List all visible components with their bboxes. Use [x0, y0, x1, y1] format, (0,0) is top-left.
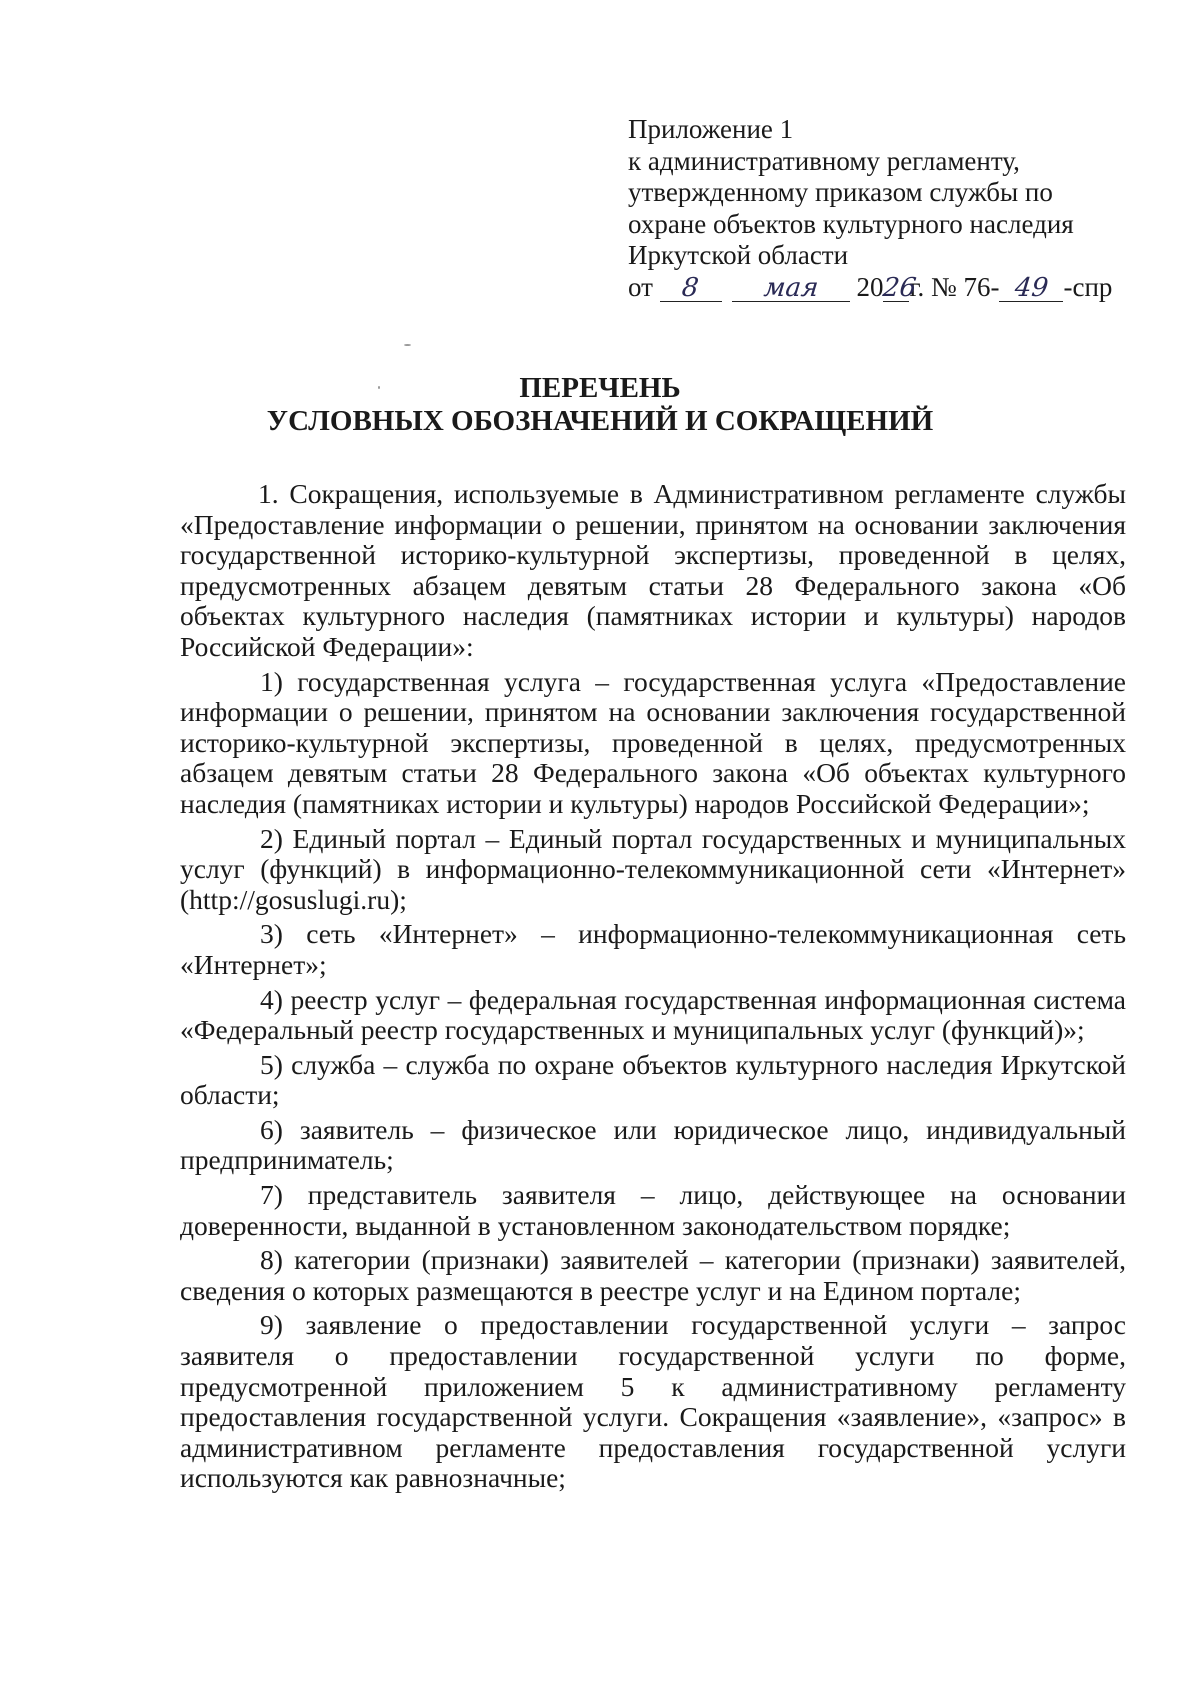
paragraph: 8) категории (признаки) заявителей – категории (признаки) заявителей, сведения о которых размещаются в реестре услуг и на Едином портале;	[180, 1244, 1126, 1306]
paragraph: 5) служба – служба по охране объектов культурного наследия Иркутской области;	[180, 1048, 1126, 1111]
date-year-handwritten: 26	[881, 272, 919, 303]
title-line-1: ПЕРЕЧЕНЬ	[519, 372, 681, 404]
paragraph: 2) Единый портал – Единый портал государственных и муниципальных услуг (функций) в информационно-телекоммуникационной сети «Интернет» (http://gosuslugi.ru);	[180, 822, 1126, 915]
paragraph: 4) реестр услуг – федеральная государственная информационная система «Федеральный реестр государственных и муниципальных услуг (функций)»;	[180, 983, 1126, 1046]
document-body	[180, 479, 1126, 1498]
title-line-2: УСЛОВНЫХ ОБОЗНАЧЕНИЙ И СОКРАЩЕНИЙ	[266, 405, 934, 437]
order-number-prefix: г. № 76-	[909, 271, 1000, 302]
paragraph: 1. Сокращения, используемые в Административном регламенте службы «Предоставление информации о решении, принятом на основании заключения государственной историко-культурной экспертизы, проведенной в целях, предусмотренных абзацем девятым статьи 28 Федерального закона «Об объектах культурного наследия (памятниках истории и культуры) народов Российской Федерации»:	[180, 478, 1126, 662]
appendix-line: утвержденному приказом службы по	[628, 177, 1053, 208]
date-year-prefix: 20	[856, 271, 884, 302]
date-month-field	[732, 274, 850, 302]
appendix-line: Иркутской области	[628, 240, 849, 271]
date-year-field	[881, 272, 919, 303]
appendix-header	[628, 114, 1112, 304]
date-day-handwritten: 8	[680, 272, 701, 303]
paragraph: 3) сеть «Интернет» – информационно-телекоммуникационная сеть «Интернет»;	[180, 918, 1126, 980]
date-month-handwritten: мая	[761, 272, 820, 303]
order-number-handwritten: 49	[1013, 272, 1050, 303]
order-number-field	[999, 274, 1063, 302]
document-title	[0, 372, 1200, 438]
paragraph: 7) представитель заявителя – лицо, действующее на основании доверенности, выданной в установленном законодательством порядке;	[180, 1179, 1126, 1241]
approval-date-line	[628, 272, 1112, 304]
appendix-line: к административному регламенту,	[628, 145, 1020, 176]
appendix-line: охране объектов культурного наследия	[628, 208, 1074, 239]
appendix-line: Приложение 1	[628, 114, 794, 144]
paragraph: 6) заявитель – физическое или юридическое лицо, индивидуальный предприниматель;	[180, 1113, 1126, 1176]
paragraph: 9) заявление о предоставлении государственной услуги – запрос заявителя о предоставлении государственной услуги по форме, предусмотренной приложением 5 к административному регламенту предоставления государственной услуги. Сокращения «заявление», «запрос» в административном регламенте предоставления государственной услуги используются как равнозначные;	[180, 1309, 1126, 1494]
scan-speck	[404, 344, 411, 346]
date-day-field	[660, 274, 722, 302]
order-number-suffix: -спр	[1063, 271, 1113, 302]
date-prefix: от	[628, 271, 653, 302]
paragraph: 1) государственная услуга – государственная услуга «Предоставление информации о решении, принятом на основании заключения государственной историко-культурной экспертизы, проведенной в целях, предусмотренных абзацем девятым статьи 28 Федерального закона «Об объектах культурного наследия (памятниках истории и культуры) народов Российской Федерации»;	[180, 665, 1126, 819]
